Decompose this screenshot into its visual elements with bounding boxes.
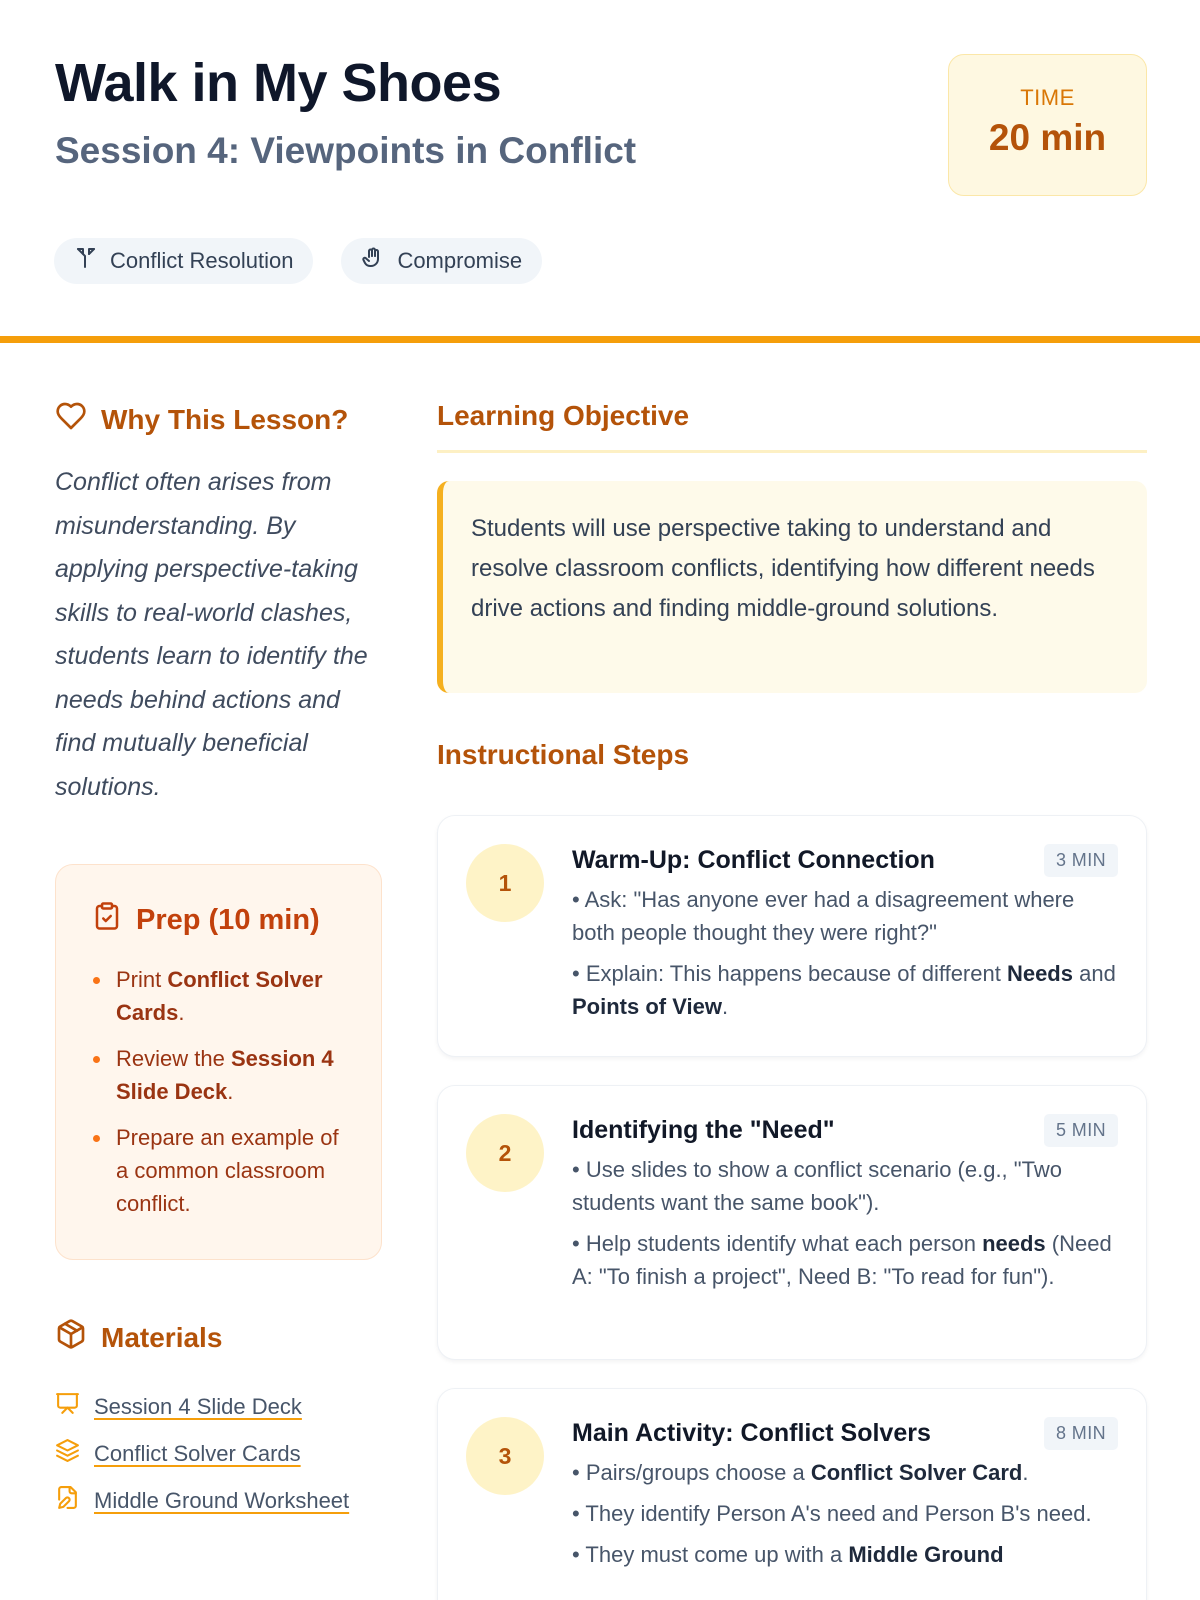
step-number: 3 <box>466 1417 544 1495</box>
time-label: TIME <box>1020 85 1075 110</box>
tag-label: Conflict Resolution <box>110 248 294 273</box>
sidebar-why <box>55 400 385 809</box>
package-icon <box>55 1318 87 1357</box>
session-subtitle: Session 4: Viewpoints in Conflict <box>55 130 637 171</box>
tag-conflict-resolution[interactable] <box>54 238 313 284</box>
why-heading-text: Why This Lesson? <box>101 403 349 435</box>
materials-heading <box>55 1318 395 1357</box>
layers-icon <box>55 1438 80 1469</box>
material-item <box>55 1383 395 1430</box>
lesson-header <box>0 0 1200 344</box>
header-divider <box>0 336 1200 343</box>
lesson-title: Walk in My Shoes <box>55 53 502 113</box>
step-line: • Pairs/groups choose a Conflict Solver Card. <box>572 1460 1029 1485</box>
time-box <box>948 54 1147 196</box>
why-text: Conflict often arises from misunderstanding. By applying perspective-taking skills to real-world clashes, students learn to identify the needs behind actions and find mutually beneficial solutions. <box>55 468 368 801</box>
tag-compromise[interactable] <box>341 238 542 284</box>
prep-item: Prepare an example of a common classroom conflict. <box>92 1121 347 1220</box>
material-item <box>55 1477 395 1524</box>
split-arrows-icon <box>74 246 98 276</box>
material-item <box>55 1430 395 1477</box>
materials-heading-text: Materials <box>101 1321 223 1353</box>
step-title: Identifying the "Need" <box>572 1116 835 1144</box>
prep-list <box>92 963 347 1220</box>
step-card-1 <box>437 815 1147 1057</box>
material-link-solver-cards[interactable]: Conflict Solver Cards <box>94 1440 301 1466</box>
prep-item: Print Conflict Solver Cards. <box>92 963 347 1029</box>
material-link-worksheet[interactable]: Middle Ground Worksheet <box>94 1487 350 1513</box>
step-line: • Help students identify what each person needs (Need A: "To finish a project", Need B: "To read for fun"). <box>572 1231 1112 1289</box>
step-duration-badge: 3 MIN <box>1044 844 1118 877</box>
step-title: Main Activity: Conflict Solvers <box>572 1419 931 1447</box>
material-link-slide-deck[interactable]: Session 4 Slide Deck <box>94 1393 302 1419</box>
tag-list <box>54 238 542 284</box>
why-heading <box>55 400 385 439</box>
step-body <box>572 846 1118 1023</box>
handshake-icon <box>361 246 385 276</box>
step-line: • Ask: "Has anyone ever had a disagreement where both people thought they were right?" <box>572 887 1075 945</box>
step-body <box>572 1419 1118 1571</box>
step-line: • Use slides to show a conflict scenario (e.g., "Two students want the same book"). <box>572 1157 1062 1215</box>
step-card-2 <box>437 1085 1147 1360</box>
clipboard-check-icon <box>92 901 122 939</box>
prep-heading <box>92 901 347 939</box>
heart-icon <box>55 400 87 439</box>
step-line: • They identify Person A's need and Person B's need. <box>572 1501 1092 1526</box>
step-line: • Explain: This happens because of different Needs and Points of View. <box>572 961 1116 1019</box>
steps-heading: Instructional Steps <box>437 739 690 770</box>
step-card-3 <box>437 1388 1147 1600</box>
time-value: 20 min <box>988 117 1107 158</box>
step-line: • They must come up with a Middle Ground <box>572 1542 1004 1567</box>
step-body <box>572 1116 1118 1293</box>
prep-box <box>55 864 382 1260</box>
objective-heading: Learning Objective <box>437 400 1147 453</box>
file-pen-icon <box>55 1485 80 1516</box>
tag-label: Compromise <box>397 248 523 273</box>
step-duration-badge: 8 MIN <box>1044 1417 1118 1450</box>
main-content <box>437 400 1147 771</box>
step-number: 1 <box>466 844 544 922</box>
prep-heading-text: Prep (10 min) <box>136 903 320 936</box>
step-duration-badge: 5 MIN <box>1044 1114 1118 1147</box>
materials-list <box>55 1383 395 1524</box>
materials-section <box>55 1318 395 1524</box>
step-title: Warm-Up: Conflict Connection <box>572 846 935 874</box>
prep-item: Review the Session 4 Slide Deck. <box>92 1042 347 1108</box>
objective-box: Students will use perspective taking to understand and resolve classroom conflicts, identifying how different needs drive actions and finding middle-ground solutions. <box>437 481 1147 693</box>
presentation-icon <box>55 1391 80 1422</box>
step-number: 2 <box>466 1114 544 1192</box>
